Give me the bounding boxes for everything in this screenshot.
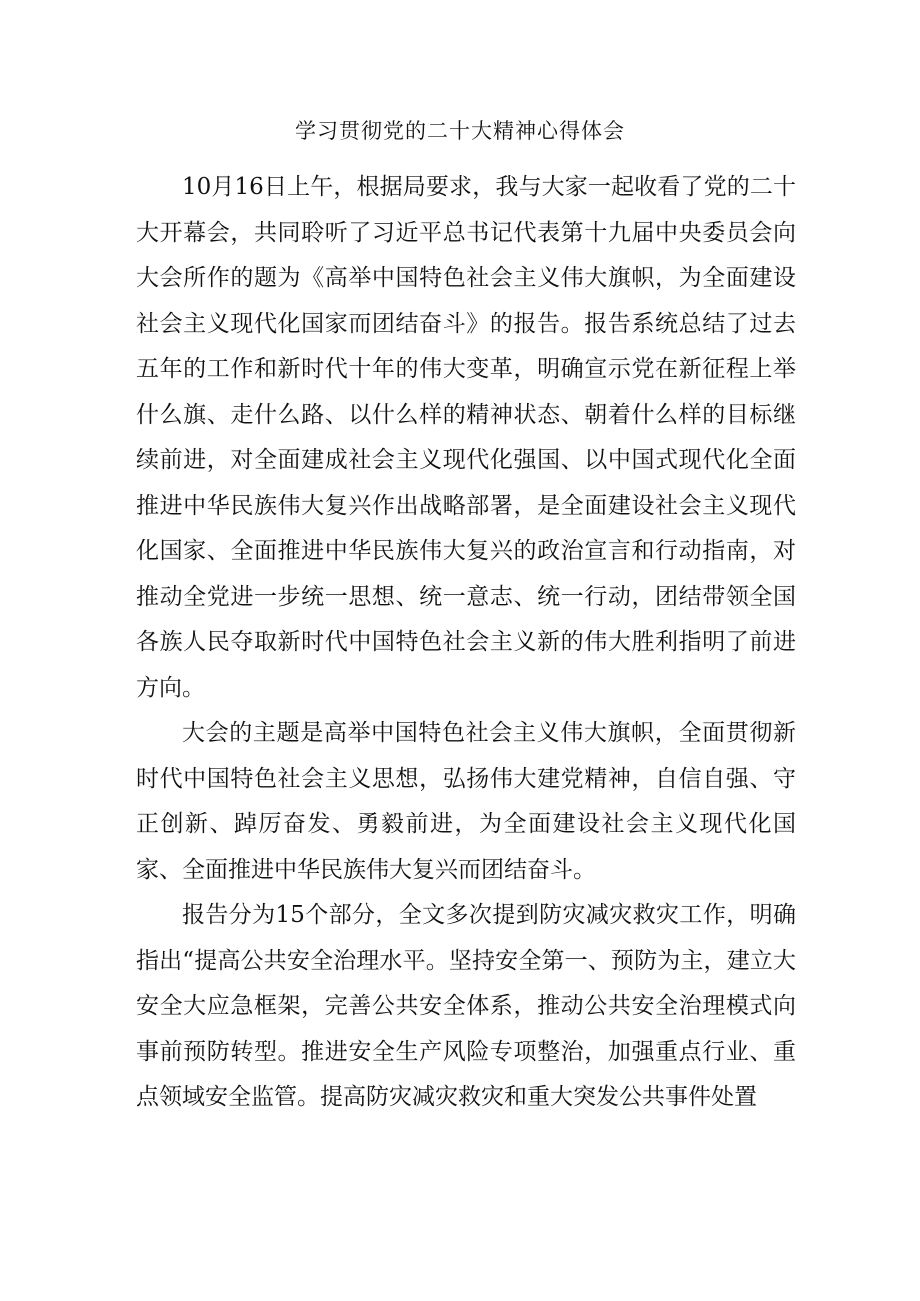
paragraph: 报告分为15个部分，全文多次提到防灾减灾救灾工作，明确指出“提高公共安全治理水平。坚持安全第一、预防为主，建立大安全大应急框架，完善公共安全体系，推动公共安全治理模式向事前预防转型。推进安全生产风险专项整治，加强重点行业、重点领域安全监管。提高防灾减灾救灾和重大突发公共事件处置 [136, 902, 796, 1110]
paragraph: 大会的主题是高举中国特色社会主义伟大旗帜，全面贯彻新时代中国特色社会主义思想，弘扬伟大建党精神，自信自强、守正创新、踔厉奋发、勇毅前进，为全面建设社会主义现代化国家、全面推进中华民族伟大复兴而团结奋斗。 [136, 720, 796, 883]
paragraph: 10月16日上午，根据局要求，我与大家一起收看了党的二十大开幕会，共同聆听了习近平总书记代表第十九届中央委员会向大会所作的题为《高举中国特色社会主义伟大旗帜，为全面建设社会主义现代化国家而团结奋斗》的报告。报告系统总结了过去五年的工作和新时代十年的伟大变革，明确宣示党在新征程上举什么旗、走什么路、以什么样的精神状态、朝着什么样的目标继续前进，对全面建成社会主义现代化强国、以中国式现代化全面推进中华民族伟大复兴作出战略部署，是全面建设社会主义现代化国家、全面推进中华民族伟大复兴的政治宣言和行动指南，对推动全党进一步统一思想、统一意志、统一行动，团结带领全国各族人民夺取新时代中国特色社会主义新的伟大胜利指明了前进方向。 [136, 174, 796, 701]
document-title: 学习贯彻党的二十大精神心得体会 [295, 119, 625, 143]
document-body [136, 165, 796, 1121]
